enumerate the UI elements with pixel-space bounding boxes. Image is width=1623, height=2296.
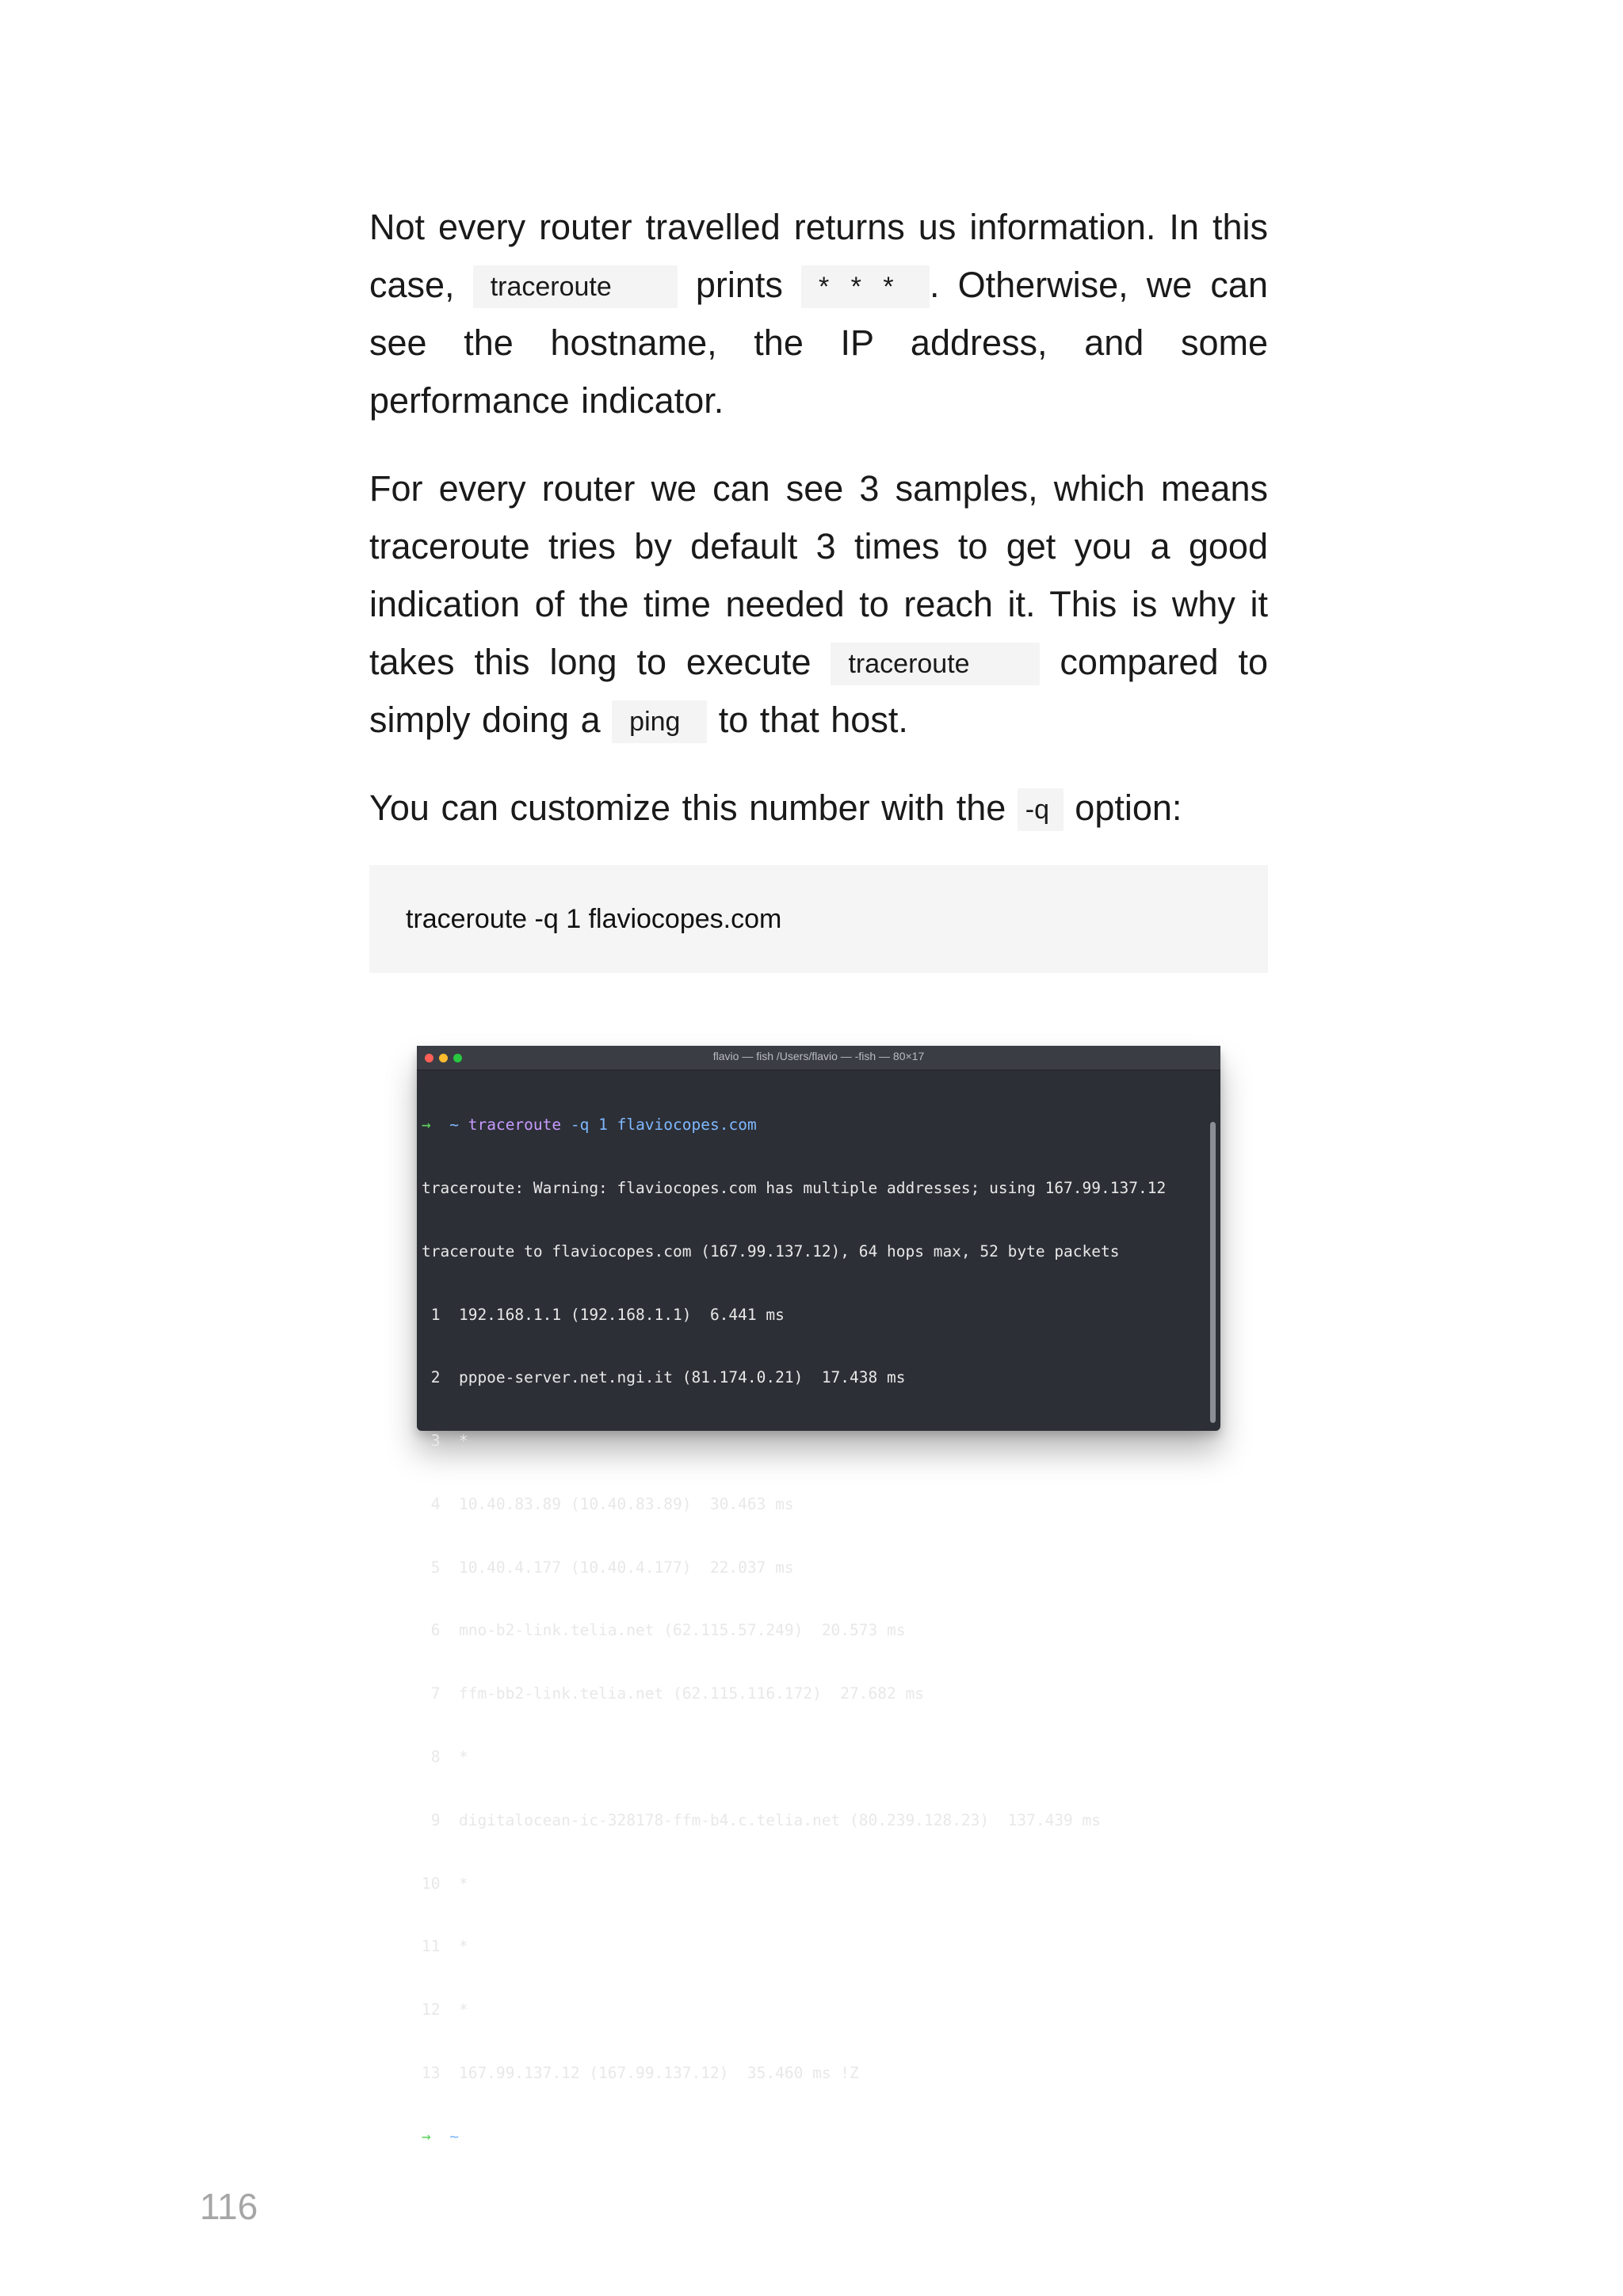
- output-line: 8 *: [422, 1748, 468, 1766]
- output-line: 5 10.40.4.177 (10.40.4.177) 22.037 ms: [422, 1558, 794, 1577]
- inline-code: * * *: [801, 265, 930, 308]
- inline-code: traceroute: [473, 265, 678, 308]
- prompt-arrow-icon: →: [422, 2126, 431, 2145]
- prompt-arrow-icon: →: [422, 1116, 431, 1135]
- output-line: 10 *: [422, 1874, 468, 1893]
- paragraph-text: to that host.: [718, 700, 908, 740]
- paragraph-text: Not every router travelled returns us information. In this case,: [369, 207, 1268, 305]
- output-line: 9 digitalocean-ic-328178-ffm-b4.c.telia.net (80.239.128.23) 137.439 ms: [422, 1810, 1102, 1829]
- output-line: 13 167.99.137.12 (167.99.137.12) 35.460 ms !Z: [422, 2063, 859, 2082]
- paragraph-text: You can customize this number with the: [369, 788, 1006, 828]
- output-line: 4 10.40.83.89 (10.40.83.89) 30.463 ms: [422, 1494, 794, 1513]
- terminal-title: flavio — fish /Users/flavio — -fish — 80×17: [712, 1050, 925, 1062]
- output-line: 11 *: [422, 1937, 468, 1956]
- output-line: 3 *: [422, 1432, 468, 1451]
- inline-code: traceroute: [831, 643, 1040, 685]
- page-number: 116: [200, 2186, 258, 2227]
- paragraph-text: compared to simply doing a: [369, 642, 1268, 740]
- code-block: traceroute -q 1 flaviocopes.com: [369, 865, 1268, 973]
- terminal-screenshot: [417, 1046, 1220, 2145]
- output-line: 1 192.168.1.1 (192.168.1.1) 6.441 ms: [422, 1305, 785, 1324]
- paragraph-text: prints: [695, 265, 783, 305]
- paragraph-2: [369, 460, 1268, 749]
- inline-code: -q: [1018, 788, 1064, 831]
- prompt-dir: ~: [449, 2126, 459, 2145]
- output-line: 2 pppoe-server.net.ngi.it (81.174.0.21) 17.438 ms: [422, 1368, 906, 1387]
- paragraph-text: For every router we can see 3 samples, which means traceroute tries by default 3 times to get you a good indication of the time needed to reach it. This is why it takes this long to execute: [369, 468, 1268, 682]
- prompt-command: traceroute: [468, 1116, 562, 1135]
- output-line: traceroute to flaviocopes.com (167.99.137.12), 64 hops max, 52 byte packets: [422, 1241, 1120, 1261]
- paragraph-text: option:: [1075, 788, 1182, 828]
- paragraph-text: . Otherwise, we can see the hostname, the IP address, and some performance indicator.: [369, 265, 1268, 421]
- terminal-output: [422, 1073, 1205, 2189]
- output-line: 7 ffm-bb2-link.telia.net (62.115.116.172) 27.682 ms: [422, 1684, 924, 1703]
- terminal-scrollbar: [1210, 1122, 1216, 1423]
- paragraph-3: [369, 779, 1268, 837]
- text-column: [369, 198, 1268, 867]
- prompt-args: -q 1 flaviocopes.com: [570, 1116, 757, 1135]
- paragraph-1: [369, 198, 1268, 429]
- output-line: 12 *: [422, 2000, 468, 2019]
- end-prompt-line: [422, 2126, 1205, 2148]
- inline-code: ping: [612, 700, 707, 743]
- terminal-titlebar: [417, 1046, 1220, 1070]
- prompt-line: [422, 1115, 1205, 1136]
- prompt-dir: ~: [449, 1116, 459, 1135]
- output-line: 6 mno-b2-link.telia.net (62.115.57.249) 20.573 ms: [422, 1621, 906, 1640]
- output-line: traceroute: Warning: flaviocopes.com has multiple addresses; using 167.99.137.12: [422, 1178, 1167, 1197]
